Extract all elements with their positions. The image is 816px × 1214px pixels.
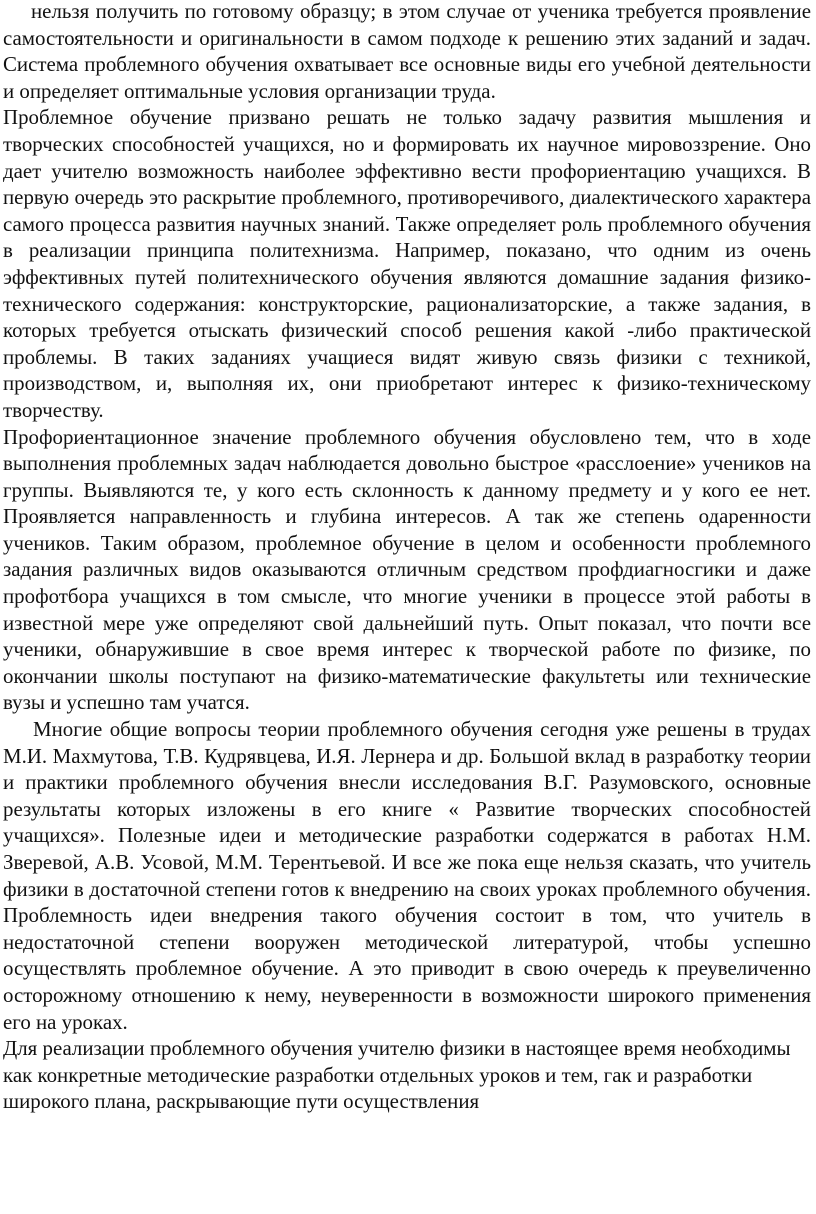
- paragraph-1: нельзя получить по готовому образцу; в этом случае от ученика требуется проявление самостоятельности и оригинальности в самом подходе к решению этих заданий и задач. Система проблемного обучения охватывает все основные виды его учебной деятельности и определяет оптимальные условия организации труда.: [3, 0, 811, 103]
- paragraph-3: Профориентационное значение проблемного обучения обусловлено тем, что в ходе выполнения проблемных задач наблюдается довольно быстрое «расслоение» учеников на группы. Выявляются те, у кого есть склонность к данному предмету и у кого ее нет. Проявляется направленность и глубина интересов. А так же степень одаренности учеников. Таким образом, проблемное обучение в целом и особенности проблемного задания различных видов оказываются отличным средством профдиагносгики и даже профотбора учащихся в том смысле, что многие ученики в процессе этой работы в известной мере уже определяют свой дальнейший путь. Опыт показал, что почти все ученики, обнаружившие в свое время интерес к творческой работе по физике, по окончании школы поступают на физико-математические факультеты или технические вузы и успешно там учатся.: [3, 424, 811, 715]
- paragraph-4: Многие общие вопросы теории проблемного обучения сегодня уже решены в трудах М.И. Махмутова, Т.В. Кудрявцева, И.Я. Лернера и др. Большой вклад в разработку теории и практики проблемного обучения внесли исследования В.Г. Разумовского, основные результаты которых изложены в его книге « Развитие творческих способностей учащихся». Полезные идеи и методические разработки содержатся в работах Н.М. Зверевой, А.В. Усовой, М.М. Терентьевой. И все же пока еще нельзя сказать, что учитель физики в достаточной степени готов к внедрению на своих уроках проблемного обучения. Проблемность идеи внедрения такого обучения состоит в том, что учитель в недостаточной степени вооружен методической литературой, чтобы успешно осуществлять проблемное обучение. А это приводит в свою очередь к преувеличенно осторожному отношению к нему, неуверенности в возможности широкого применения его на уроках.: [3, 717, 811, 1034]
- paragraph-2: Проблемное обучение призвано решать не только задачу развития мышления и творческих способностей учащихся, но и формировать их научное мировоззрение. Оно дает учителю возможность наиболее эффективно вести профориентацию учащихся. В первую очередь это раскрытие проблемного, противоречивого, диалектического характера самого процесса развития научных знаний. Также определяет роль проблемного обучения в реализации принципа политехнизма. Например, показано, что одним из очень эффективных путей политехнического обучения являются домашние задания физико-технического содержания: конструкторские, рационализаторские, а также задания, в которых требуется отыскать физический способ решения какой -либо практической проблемы. В таких заданиях учащиеся видят живую связь физики с техникой, производством, и, выполняя их, они приобретают интерес к физико-техническому творчеству.: [3, 105, 811, 422]
- paragraph-5: Для реализации проблемного обучения учителю физики в настоящее время необходимы как конкретные методические разработки отдельных уроков и тем, гак и разработки широкого плана, раскрывающие пути осуществления: [3, 1036, 791, 1114]
